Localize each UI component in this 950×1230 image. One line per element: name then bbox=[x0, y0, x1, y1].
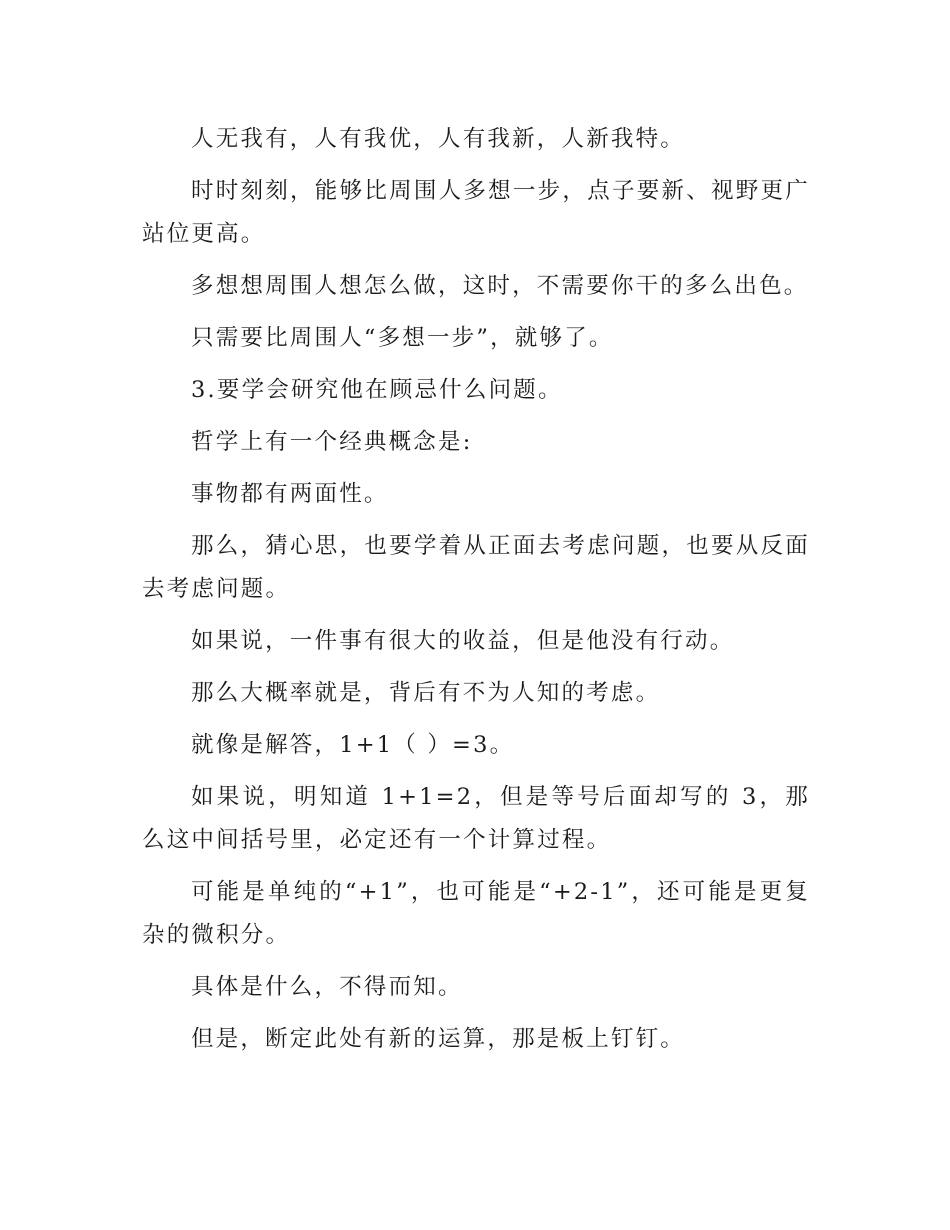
paragraph-11: 就像是解答，1+1（ ）=3。 bbox=[191, 732, 515, 758]
paragraph-10: 那么大概率就是，背后有不为人知的考虑。 bbox=[191, 680, 661, 706]
paragraph-4: 只需要比周围人“多想一步”，就够了。 bbox=[191, 325, 614, 351]
paragraph-13: 可能是单纯的“+1”，也可能是“+2-1”，还可能是更复杂的微积分。 bbox=[142, 879, 810, 948]
paragraph-5: 3.要学会研究他在顾忌什么问题。 bbox=[191, 377, 563, 403]
paragraph-8: 那么，猜心思，也要学着从正面去考虑问题，也要从反面去考虑问题。 bbox=[142, 533, 810, 602]
paragraph-9: 如果说，一件事有很大的收益，但是他没有行动。 bbox=[191, 628, 735, 654]
paragraph-14: 具体是什么，不得而知。 bbox=[191, 974, 463, 1000]
paragraph-3: 多想想周围人想怎么做，这时，不需要你干的多么出色。 bbox=[191, 273, 809, 299]
paragraph-12: 如果说，明知道 1+1=2，但是等号后面却写的 3，那么这中间括号里，必定还有一个计算过程。 bbox=[142, 784, 810, 853]
document-body bbox=[142, 118, 810, 1070]
paragraph-2: 时时刻刻，能够比周围人多想一步，点子要新、视野更广站位更高。 bbox=[142, 178, 810, 247]
paragraph-6: 哲学上有一个经典概念是: bbox=[191, 429, 473, 455]
paragraph-15: 但是，断定此处有新的运算，那是板上钉钉。 bbox=[191, 1026, 686, 1052]
paragraph-1: 人无我有，人有我优，人有我新，人新我特。 bbox=[191, 126, 686, 152]
paragraph-7: 事物都有两面性。 bbox=[191, 481, 389, 507]
